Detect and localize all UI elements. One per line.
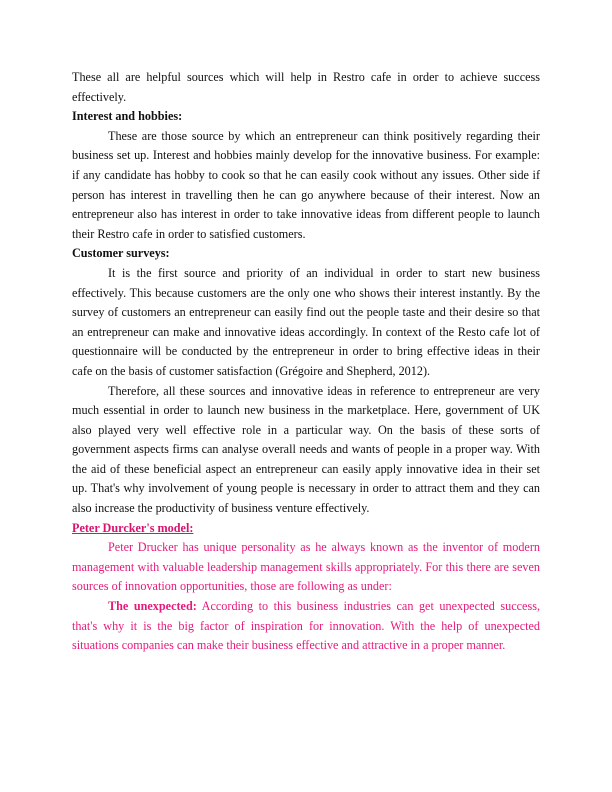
paragraph-intro: These all are helpful sources which will help in Restro cafe in order to achieve success effectively. — [72, 70, 540, 104]
paragraph-customer-surveys: It is the first source and priority of an individual in order to start new business effectively. This because customers are the only one who shows their interest instantly. By the survey of customers an entrepreneur can easily find out the people taste and their desire so that an entrepreneur can make and innovative ideas accordingly. In context of the Resto cafe lot of questionnaire will be conducted by the entrepreneur in order to bring effective ideas in their cafe on the basis of customer satisfaction (Grégoire and Shepherd, 2012). — [72, 265, 540, 378]
heading-customer-surveys: Customer surveys: — [72, 246, 170, 261]
paragraph-drucker: Peter Drucker has unique personality as he always known as the inventor of modern management with valuable leadership management skills appropriately. For this there are seven sources of innovation opportunities, those are following as under: — [72, 540, 540, 594]
heading-interest-hobbies: Interest and hobbies: — [72, 109, 183, 124]
heading-drucker-model: Peter Durcker's model: — [72, 520, 194, 535]
unexpected-text: According to this business industries can get unexpected success, that's why it is the big factor of inspiration for innovation. With the help of unexpected situations companies can make their business effective and attractive in a proper manner. — [72, 599, 540, 653]
term-unexpected: The unexpected: — [108, 599, 197, 614]
document-page — [72, 68, 540, 656]
paragraph-unexpected — [72, 597, 540, 656]
paragraph-conclusion: Therefore, all these sources and innovative ideas in reference to entrepreneur are very much essential in order to launch new business in the marketplace. Here, government of UK also played very well effective role in a particular way. On the basis of these sorts of government aspects firms can analyse overall needs and wants of people in a proper way. With the aid of these beneficial aspect an entrepreneur can easily apply innovative idea in their set up. That's why involvement of young people is necessary in order to attract them and they can also increase the productivity of business venture effectively. — [72, 383, 540, 516]
paragraph-interest-hobbies: These are those source by which an entrepreneur can think positively regarding their business set up. Interest and hobbies mainly develop for the innovative business. For example: if any candidate has hobby to cook so that he can easily cook without any issues. Other side if person has interest in travelling then he can go anywhere because of their interest. Now an entrepreneur also has interest in order to take innovative ideas from different people to launch their Restro cafe in order to satisfied customers. — [72, 128, 540, 241]
